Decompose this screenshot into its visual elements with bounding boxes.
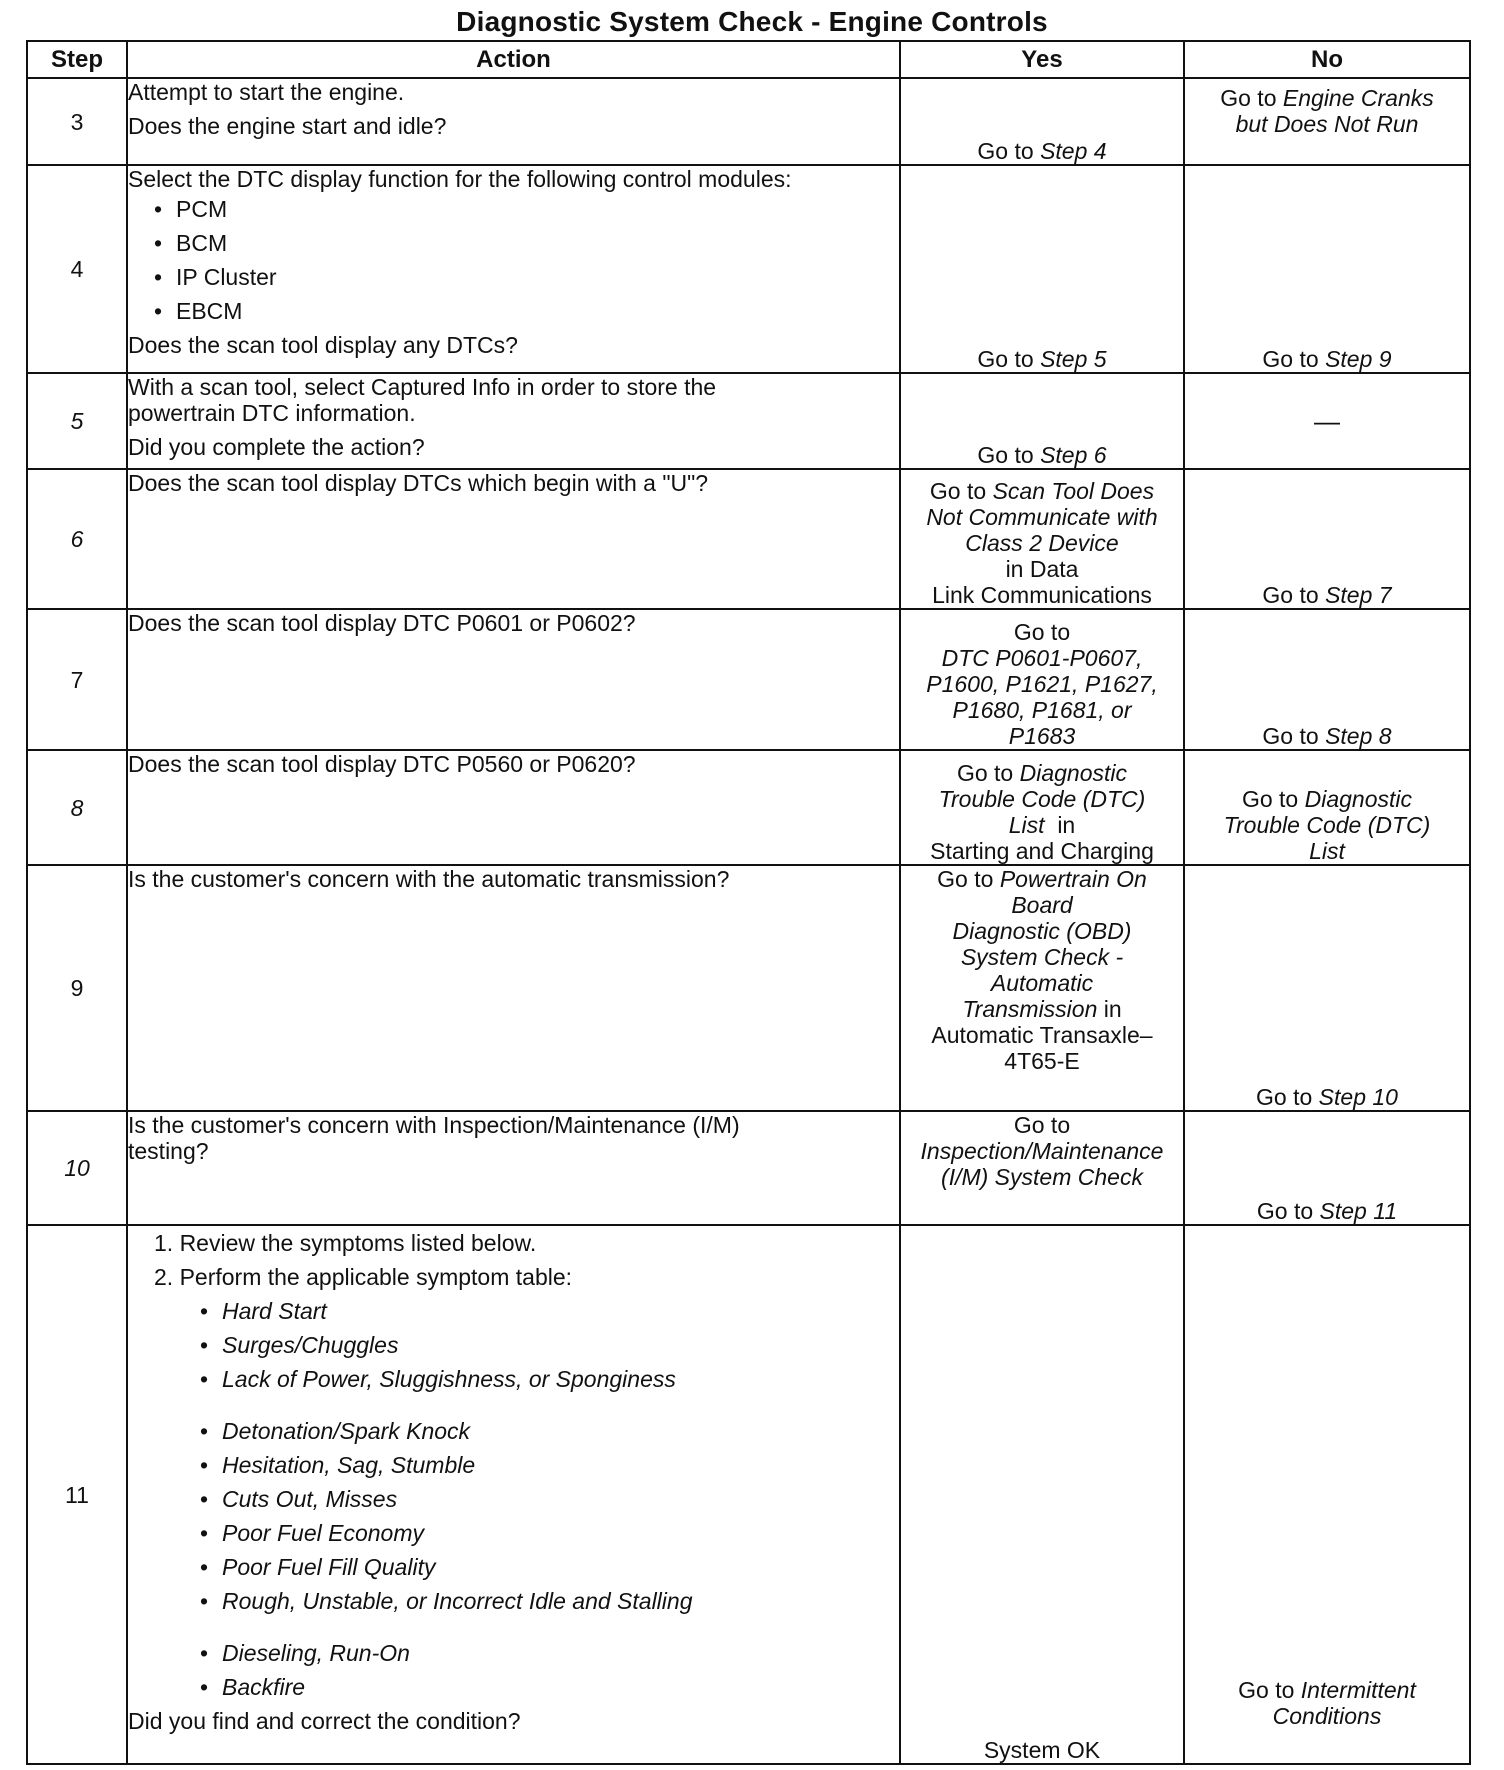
module-list — [128, 196, 899, 324]
action-text: powertrain DTC information. — [128, 400, 416, 426]
symptom-link[interactable]: • Detonation/Spark Knock — [128, 1418, 899, 1444]
goto-link[interactable]: P1683 — [1008, 723, 1076, 749]
action-question: Did you complete the action? — [128, 434, 425, 460]
symptom-link[interactable]: • Poor Fuel Fill Quality — [128, 1554, 899, 1580]
header-step: Step — [27, 41, 127, 78]
step-number: 4 — [27, 165, 127, 373]
yes-cell: Go to Diagnostic Trouble Code (DTC) List in Starting and Charging — [900, 750, 1184, 865]
step-number: 7 — [27, 609, 127, 750]
goto-link[interactable]: P1600, P1621, P1627, — [926, 671, 1158, 697]
action-cell — [127, 373, 900, 469]
step-number: 6 — [27, 469, 127, 609]
action-question: Does the scan tool display any DTCs? — [128, 332, 518, 358]
action-text: Attempt to start the engine. — [128, 79, 405, 105]
table-row — [27, 78, 1470, 165]
no-cell: Go to Step 7 — [1184, 469, 1470, 609]
symptom-link[interactable]: • Backfire — [128, 1674, 899, 1700]
table-row — [27, 865, 1470, 1111]
goto-link[interactable]: Trouble Code (DTC) — [1223, 812, 1431, 838]
list-item: • IP Cluster — [128, 264, 899, 290]
action-text: Select the DTC display function for the following control modules: — [128, 166, 792, 192]
table-row — [27, 1111, 1470, 1225]
goto-link[interactable]: Diagnostic — [1019, 760, 1128, 786]
yes-cell: Go to Inspection/Maintenance (I/M) System Check — [900, 1111, 1184, 1225]
action-question: Does the scan tool display DTC P0601 or P0602? — [128, 610, 636, 636]
action-cell — [127, 1111, 900, 1225]
step-number: 5 — [27, 373, 127, 469]
yes-cell: Go to Powertrain On Board Diagnostic (OBD) System Check - Automatic Transmission in Automatic Transaxle– 4T65-E — [900, 865, 1184, 1111]
goto-link[interactable]: but Does Not Run — [1235, 111, 1419, 137]
action-cell — [127, 609, 900, 750]
goto-link[interactable]: Step 8 — [1325, 723, 1392, 749]
symptom-link[interactable]: • Hard Start — [128, 1298, 899, 1324]
step-number: 8 — [27, 750, 127, 865]
no-cell: Go to Step 10 — [1184, 865, 1470, 1111]
goto-link[interactable]: P1680, P1681, or — [952, 697, 1132, 723]
yes-cell — [900, 1225, 1184, 1764]
action-text: testing? — [128, 1138, 209, 1164]
goto-link[interactable]: Powertrain On — [999, 866, 1147, 892]
yes-cell: Go to Scan Tool Does Not Communicate with Class 2 Device in Data Link Communications — [900, 469, 1184, 609]
list-item: • BCM — [128, 230, 899, 256]
action-question: Does the scan tool display DTC P0560 or P0620? — [128, 751, 636, 777]
goto-link[interactable]: Step 4 — [1040, 138, 1107, 164]
goto-link[interactable]: (I/M) System Check — [941, 1164, 1143, 1190]
yes-cell: Go to Step 5 — [900, 165, 1184, 373]
goto-link[interactable]: Trouble Code (DTC) — [938, 786, 1146, 812]
action-cell — [127, 469, 900, 609]
procedure-steps — [128, 1230, 899, 1290]
action-cell — [127, 165, 900, 373]
goto-link[interactable]: List — [1008, 812, 1045, 838]
symptom-link[interactable]: • Cuts Out, Misses — [128, 1486, 899, 1512]
symptom-link[interactable]: • Rough, Unstable, or Incorrect Idle and Stalling — [128, 1588, 899, 1614]
no-cell: Go to Engine Cranks but Does Not Run — [1184, 78, 1470, 165]
step-number: 11 — [27, 1225, 127, 1764]
goto-link[interactable]: Automatic — [990, 970, 1094, 996]
header-yes: Yes — [900, 41, 1184, 78]
goto-link[interactable]: Scan Tool Does — [992, 478, 1155, 504]
action-text: Is the customer's concern with Inspection/Maintenance (I/M) — [128, 1112, 740, 1138]
yes-cell: Go to Step 6 — [900, 373, 1184, 469]
action-cell — [127, 865, 900, 1111]
goto-link[interactable]: Diagnostic (OBD) — [952, 918, 1132, 944]
list-item: 2. Perform the applicable symptom table: — [154, 1264, 573, 1290]
no-cell: Go to Step 11 — [1184, 1111, 1470, 1225]
action-question: Does the engine start and idle? — [128, 113, 447, 139]
table-row — [27, 373, 1470, 469]
no-cell: Go to Step 8 — [1184, 609, 1470, 750]
action-question: Is the customer's concern with the automatic transmission? — [128, 866, 730, 892]
goto-link[interactable]: Transmission — [962, 996, 1098, 1022]
goto-link[interactable]: Step 7 — [1325, 582, 1392, 608]
action-cell — [127, 78, 900, 165]
list-item: • EBCM — [128, 298, 899, 324]
no-cell: Go to Intermittent Conditions — [1184, 1225, 1470, 1764]
symptom-link[interactable]: • Poor Fuel Economy — [128, 1520, 899, 1546]
action-cell — [127, 750, 900, 865]
goto-link[interactable]: Step 11 — [1319, 1198, 1398, 1224]
table-row — [27, 469, 1470, 609]
header-row — [27, 41, 1470, 78]
goto-link[interactable]: List — [1309, 838, 1345, 864]
goto-link[interactable]: Step 5 — [1040, 346, 1107, 372]
goto-link[interactable]: System Check - — [960, 944, 1124, 970]
symptom-link[interactable]: • Lack of Power, Sluggishness, or Sponginess — [128, 1366, 899, 1392]
not-applicable-dash: — — [1314, 405, 1340, 436]
goto-link[interactable]: Step 9 — [1325, 346, 1392, 372]
no-cell: Go to Step 9 — [1184, 165, 1470, 373]
table-row — [27, 609, 1470, 750]
symptom-link[interactable]: • Dieseling, Run-On — [128, 1640, 899, 1666]
goto-link[interactable]: Step 10 — [1318, 1084, 1398, 1110]
list-item: • PCM — [128, 196, 899, 222]
goto-link[interactable]: Board — [1011, 892, 1073, 918]
table-row — [27, 1225, 1470, 1764]
action-cell — [127, 1225, 900, 1764]
table-row — [27, 165, 1470, 373]
goto-link[interactable]: Inspection/Maintenance — [920, 1138, 1164, 1164]
goto-link[interactable]: Class 2 Device — [965, 530, 1119, 556]
header-action: Action — [127, 41, 900, 78]
yes-cell: Go to DTC P0601-P0607, P1600, P1621, P1627, P1680, P1681, or P1683 — [900, 609, 1184, 750]
symptom-link[interactable]: • Surges/Chuggles — [128, 1332, 899, 1358]
step-number: 9 — [27, 865, 127, 1111]
goto-link[interactable]: Intermittent — [1300, 1677, 1416, 1703]
step-number: 3 — [27, 78, 127, 165]
step-number: 10 — [27, 1111, 127, 1225]
action-question: Does the scan tool display DTCs which begin with a "U"? — [128, 470, 709, 496]
page-title: Diagnostic System Check - Engine Controls — [456, 6, 1048, 37]
goto-link[interactable]: Step 6 — [1040, 442, 1107, 468]
yes-cell: Go to Step 4 — [900, 78, 1184, 165]
symptom-list — [128, 1298, 899, 1700]
goto-link[interactable]: Engine Cranks — [1282, 85, 1434, 111]
action-question: Did you find and correct the condition? — [128, 1708, 521, 1734]
diagnostic-table — [26, 40, 1471, 1765]
action-text: With a scan tool, select Captured Info in order to store the — [128, 374, 717, 400]
goto-link[interactable]: DTC P0601-P0607, — [941, 645, 1143, 671]
table-row — [27, 750, 1470, 865]
symptom-link[interactable]: • Hesitation, Sag, Stumble — [128, 1452, 899, 1478]
no-cell — [1184, 373, 1470, 469]
header-no: No — [1184, 41, 1470, 78]
no-cell: Go to Diagnostic Trouble Code (DTC) List — [1184, 750, 1470, 865]
result-text: System OK — [983, 1737, 1101, 1763]
list-item: 1. Review the symptoms listed below. — [154, 1230, 537, 1256]
goto-link[interactable]: Diagnostic — [1304, 786, 1413, 812]
goto-link[interactable]: Not Communicate with — [926, 504, 1158, 530]
goto-link[interactable]: Conditions — [1272, 1703, 1382, 1729]
